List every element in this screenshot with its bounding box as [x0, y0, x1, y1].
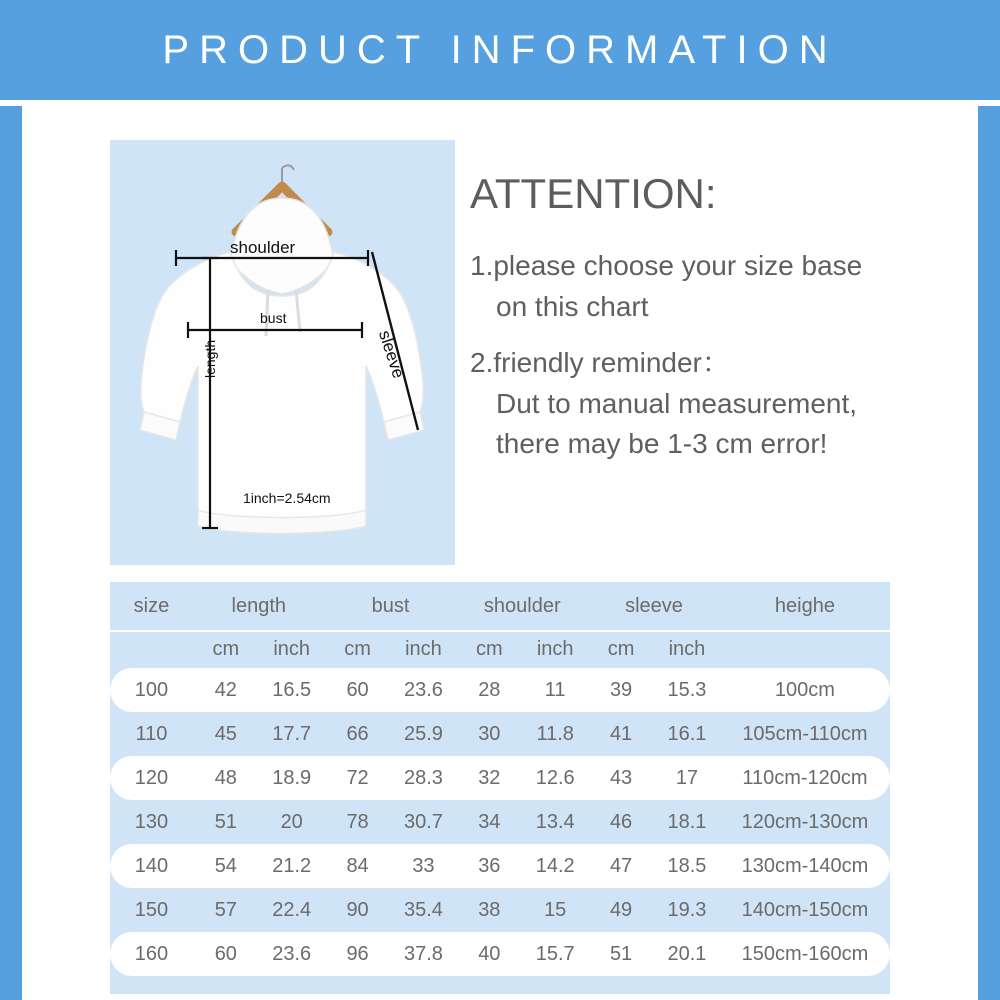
cell-shoulder_cm: 36: [456, 844, 522, 888]
cell-sleeve_in: 20.1: [654, 932, 720, 976]
cell-length_cm: 48: [193, 756, 259, 800]
table-unit-row: [110, 630, 890, 668]
table-row: [110, 668, 890, 712]
cell-sleeve_in: 15.3: [654, 668, 720, 712]
cell-length_in: 20: [280, 810, 303, 833]
cell-bust_cm: 90: [346, 898, 369, 921]
cell-bust_cm: 84: [325, 844, 391, 888]
header-size: size: [133, 594, 170, 617]
cell-shoulder_in: 12.6: [522, 756, 588, 800]
cell-sleeve_cm: 47: [588, 844, 654, 888]
cell-bust_cm: 96: [325, 932, 391, 976]
cell-sleeve_cm: 41: [609, 722, 633, 745]
header-banner: [0, 0, 1000, 100]
cell-height: 140cm-150cm: [741, 898, 869, 921]
cell-bust_cm: 66: [346, 722, 369, 745]
label-length: length: [202, 339, 218, 378]
cell-sleeve_in: 18.1: [667, 810, 707, 833]
cell-length_cm: 42: [193, 668, 259, 712]
unit-bust-inch: inch: [405, 637, 442, 660]
unit-shoulder-inch: inch: [536, 637, 574, 660]
product-photo-panel: [110, 140, 455, 565]
cell-bust_in: 25.9: [403, 722, 443, 745]
cell-shoulder_cm: 38: [478, 898, 501, 921]
hoodie-illustration: [110, 140, 455, 565]
left-blue-border: [0, 106, 22, 1000]
attention-block: [470, 170, 970, 481]
header-height: heighe: [774, 594, 835, 617]
cell-height: 120cm-130cm: [741, 810, 869, 833]
attention-item-1: [470, 246, 970, 327]
attention-item-2: [470, 343, 970, 465]
cell-bust_in: 30.7: [403, 810, 443, 833]
cell-bust_cm: 60: [325, 668, 391, 712]
header-bust: bust: [371, 594, 410, 617]
cell-sleeve_cm: 39: [588, 668, 654, 712]
cell-sleeve_cm: 51: [588, 932, 654, 976]
unit-length-cm: cm: [212, 637, 240, 660]
cell-size: 160: [110, 932, 193, 976]
cell-length_cm: 45: [214, 722, 237, 745]
cell-sleeve_in: 17: [654, 756, 720, 800]
unit-blank-1: [110, 630, 193, 668]
header-sleeve: sleeve: [625, 594, 683, 617]
cell-size: 110: [135, 722, 168, 745]
header-divider: [0, 100, 1000, 106]
cell-length_in: 21.2: [259, 844, 325, 888]
cell-height: 100cm: [720, 668, 890, 712]
cell-length_in: 18.9: [259, 756, 325, 800]
cell-shoulder_in: 15.7: [522, 932, 588, 976]
cell-size: 140: [110, 844, 193, 888]
attention-item-1-line2: on this chart: [496, 290, 649, 322]
table-header-divider: [110, 630, 890, 632]
cell-sleeve_cm: 46: [609, 810, 633, 833]
cell-length_cm: 60: [193, 932, 259, 976]
cell-shoulder_in: 14.2: [522, 844, 588, 888]
cell-shoulder_cm: 30: [478, 722, 501, 745]
table-row: [110, 844, 890, 888]
cell-height: 105cm-110cm: [742, 722, 868, 745]
cell-length_cm: 51: [214, 810, 237, 833]
attention-item-2-line1: 2.friendly reminder：: [470, 347, 730, 379]
page-title: PRODUCT INFORMATION: [162, 27, 838, 72]
cell-bust_cm: 78: [346, 810, 369, 833]
cell-size: 150: [134, 898, 169, 921]
cell-shoulder_in: 11.8: [536, 722, 574, 745]
cell-sleeve_cm: 49: [609, 898, 633, 921]
cell-length_in: 17.7: [272, 722, 312, 745]
header-length: length: [231, 594, 286, 617]
cell-shoulder_cm: 34: [478, 810, 501, 833]
table-row: [110, 756, 890, 800]
cell-shoulder_cm: 32: [456, 756, 522, 800]
cell-sleeve_in: 16.1: [667, 722, 707, 745]
table-header-row: [110, 582, 890, 630]
table-row: [110, 800, 890, 844]
label-shoulder: shoulder: [230, 238, 296, 257]
cell-bust_in: 33: [391, 844, 457, 888]
attention-item-2-line2: Dut to manual measurement,: [496, 387, 858, 419]
label-sleeve: sleeve: [374, 328, 409, 381]
unit-sleeve-cm: cm: [607, 637, 635, 660]
size-chart-table: [110, 582, 890, 994]
attention-item-2-line3: there may be 1-3 cm error!: [496, 428, 828, 460]
cell-bust_in: 37.8: [391, 932, 457, 976]
cell-height: 130cm-140cm: [720, 844, 890, 888]
cell-size: 100: [110, 668, 193, 712]
cell-shoulder_in: 13.4: [535, 810, 575, 833]
cell-length_in: 16.5: [259, 668, 325, 712]
cell-length_cm: 54: [193, 844, 259, 888]
cell-size: 120: [110, 756, 193, 800]
unit-bust-cm: cm: [344, 637, 371, 660]
unit-shoulder-cm: cm: [475, 637, 503, 660]
label-bust: bust: [260, 310, 287, 326]
attention-item-1-line1: 1.please choose your size base: [470, 250, 863, 281]
unit-sleeve-inch: inch: [668, 637, 706, 660]
cell-bust_cm: 72: [325, 756, 391, 800]
table-row: [110, 888, 890, 932]
label-inch-conversion: 1inch=2.54cm: [243, 490, 331, 506]
header-shoulder: shoulder: [483, 594, 561, 617]
cell-length_in: 23.6: [259, 932, 325, 976]
attention-title: ATTENTION:: [470, 170, 717, 217]
cell-shoulder_in: 15: [544, 898, 567, 921]
cell-length_in: 22.4: [272, 898, 312, 921]
cell-size: 130: [134, 810, 169, 833]
cell-height: 150cm-160cm: [720, 932, 890, 976]
cell-sleeve_in: 19.3: [667, 898, 707, 921]
table-row: [110, 712, 890, 756]
table-row: [110, 932, 890, 976]
cell-height: 110cm-120cm: [720, 756, 890, 800]
right-blue-border: [978, 106, 1000, 1000]
cell-length_cm: 57: [214, 898, 237, 921]
unit-blank-2: [720, 630, 890, 668]
cell-shoulder_cm: 28: [456, 668, 522, 712]
cell-sleeve_in: 18.5: [654, 844, 720, 888]
cell-shoulder_in: 11: [522, 668, 588, 712]
cell-bust_in: 28.3: [391, 756, 457, 800]
cell-sleeve_cm: 43: [588, 756, 654, 800]
unit-length-inch: inch: [273, 637, 311, 660]
cell-bust_in: 23.6: [391, 668, 457, 712]
cell-shoulder_cm: 40: [456, 932, 522, 976]
cell-bust_in: 35.4: [403, 898, 443, 921]
